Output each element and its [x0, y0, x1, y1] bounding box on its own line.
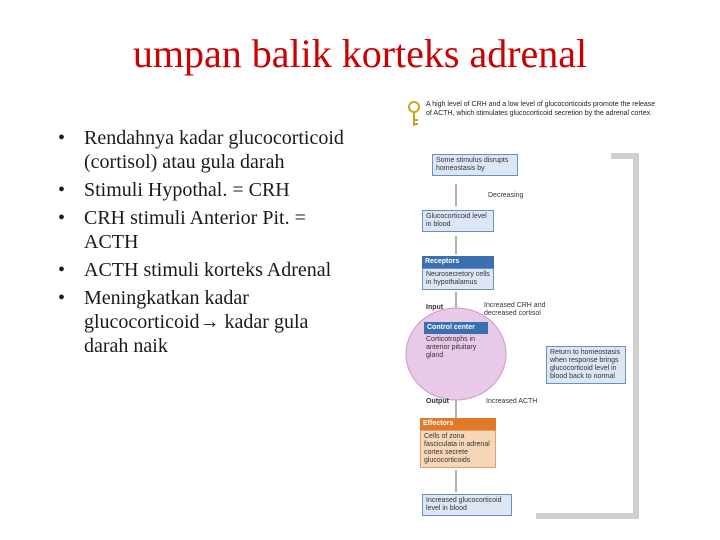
output-text: Increased ACTH [486, 398, 538, 405]
control-center-box: Control center Corticotrophs in anterior pituitary gland [424, 322, 488, 362]
glucocorticoid-level-box: Glucocorticoid level in blood [422, 210, 494, 232]
return-homeostasis-box: Return to homeostasis when response brings glucocorticoid level in blood back to normal [546, 346, 626, 384]
receptors-box: Receptors Neurosecretory cells in hypothalamus [422, 256, 494, 290]
bullet-dot: • [58, 287, 66, 309]
feedback-figure [396, 96, 656, 536]
figure-caption: A high level of CRH and a low level of glucocorticoids promote the release of ACTH, which stimulates glucocorticoid secretion by the adrenal cortex. [426, 101, 656, 117]
output-label: Output [426, 398, 449, 405]
bullet-dot: • [58, 127, 66, 149]
bullet-item: • ACTH stimuli korteks Adrenal [58, 259, 332, 281]
bullet-dot: • [58, 207, 66, 229]
decreasing-label: Decreasing [488, 192, 524, 199]
bullet-item: • Rendahnya kadar glucocorticoid (cortisol) atau gula darah [58, 127, 344, 173]
bullet-dot: • [58, 179, 66, 201]
input-label: Input [426, 304, 444, 311]
input-text: Increased CRH and decreased cortisol [484, 302, 546, 317]
bullet-item: • Stimuli Hypothal. = CRH [58, 179, 290, 201]
bullet-item: • Meningkatkan kadar glucocorticoid→ kadar gula darah naik [58, 287, 309, 357]
bullet-list [58, 126, 348, 362]
bullet-item: • CRH stimuli Anterior Pit. = ACTH [58, 207, 306, 253]
effectors-box: Effectors Cells of zona fasciculata in adrenal cortex secrete glucocorticoids [420, 418, 496, 468]
slide-title: umpan balik korteks adrenal [132, 31, 588, 76]
arrow-icon: → [199, 311, 220, 333]
response-box: Increased glucocorticoid level in blood [422, 494, 512, 516]
stimulus-box: Some stimulus disrupts homeostasis by [432, 154, 518, 176]
bullet-dot: • [58, 259, 66, 281]
